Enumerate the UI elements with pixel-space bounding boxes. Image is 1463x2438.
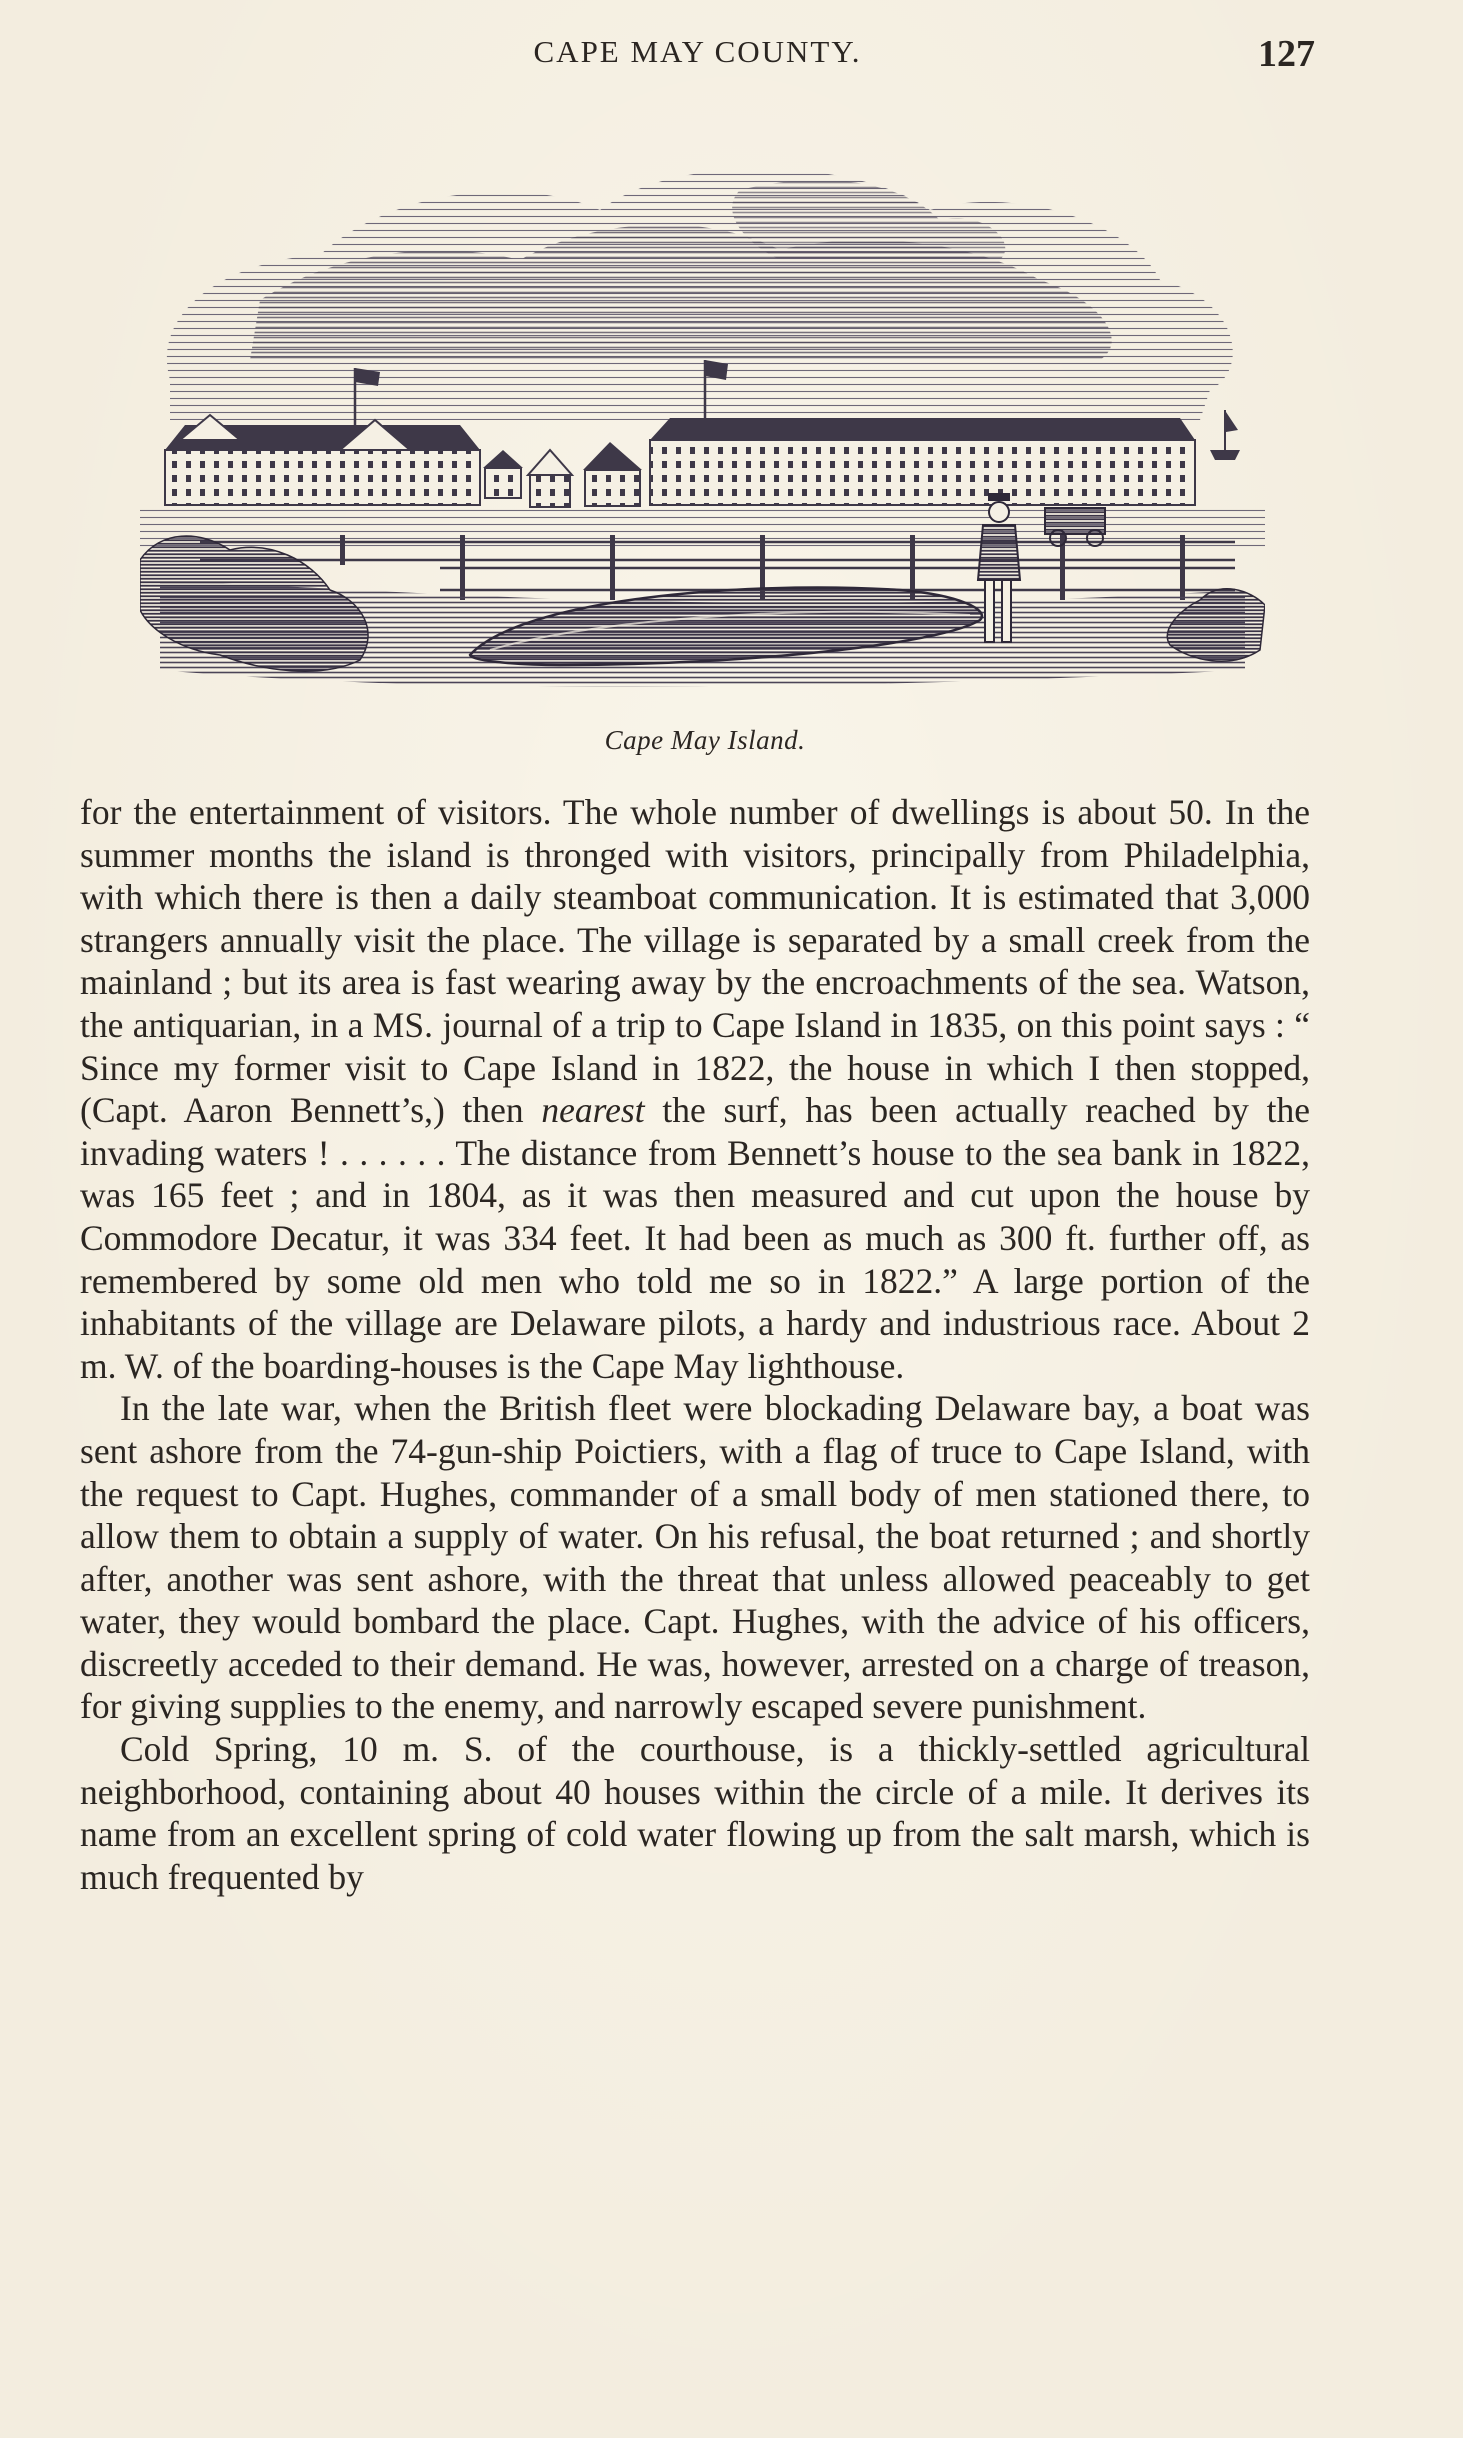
paragraph-1 bbox=[80, 791, 1310, 1387]
paragraph-2: In the late war, when the British fleet were blockading Delaware bay, a boat was sent ashore from the 74-gun-ship Poictiers, with a flag of truce to Cape Island, with the request to Capt. Hughes, commander of a small body of men stationed there, to allow them to obtain a supply of water. On his refusal, the boat returned ; and shortly after, another was sent ashore, with the threat that unless allowed peaceably to get water, they would bombard the place. Capt. Hughes, with the advice of his officers, discreetly acceded to their demand. He was, however, arrested on a charge of treason, for giving supplies to the enemy, and narrowly escaped severe punishment. bbox=[80, 1388, 1310, 1727]
body-text bbox=[80, 791, 1310, 1898]
cape-may-island-engraving bbox=[140, 150, 1265, 700]
emphasis-nearest: nearest bbox=[541, 1090, 645, 1131]
figure-caption: Cape May Island. bbox=[604, 725, 806, 755]
sky-clouds bbox=[167, 169, 1233, 420]
running-title: CAPE MAY COUNTY. bbox=[533, 34, 862, 69]
paragraph-3: Cold Spring, 10 m. S. of the courthouse, is a thickly-settled agricultural neighborhood, containing about 40 houses within the circle of a mile. It derives its name from an excellent spring of cold water flowing up from the salt marsh, which is much frequented by bbox=[80, 1729, 1310, 1897]
running-head bbox=[80, 28, 1315, 78]
paragraph-1-before: for the entertainment of visitors. The whole number of dwellings is about 50. In the summer months the island is thronged with visitors, principally from Philadelphia, with which there is then a daily steamboat communication. It is estimated that 3,000 strangers annually visit the place. The village is separated by a small creek from the mainland ; but its area is fast wearing away by the encroachments of the sea. Watson, the antiquarian, in a MS. journal of a trip to Cape Island in 1835, on this point says : “ Since my former visit to Cape Island in 1822, the house in which I then stopped, (Capt. Aaron Bennett’s,) then bbox=[80, 792, 1310, 1131]
paragraph-1-after: the surf, has been actually reached by the invading waters ! . . . . . . The distance from Bennett’s house to the sea bank in 1822, was 165 feet ; and in 1804, as it was then measured and cut upon the house by Commodore Decatur, it was 334 feet. It had been as much as 300 ft. further off, as remembered by some old men who told me so in 1822.” A large portion of the inhabitants of the village are Delaware pilots, a hardy and industrious race. About 2 m. W. of the boarding-houses is the Cape May lighthouse. bbox=[80, 1090, 1310, 1386]
page-number: 127 bbox=[1258, 33, 1315, 75]
